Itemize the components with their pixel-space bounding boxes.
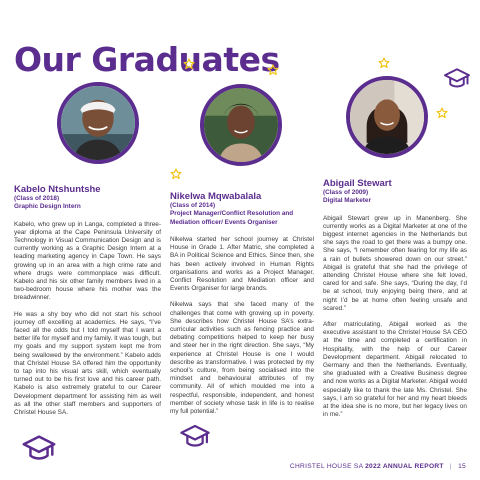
graduate-role: Graphic Design Intern xyxy=(14,203,81,211)
graduate-role: Project Manager/Conflict Resolution and Mediation officer/ Events Organiser xyxy=(170,210,294,226)
star-icon xyxy=(436,107,448,119)
star-icon xyxy=(378,57,390,69)
bio-paragraph: Nikelwa says that she faced many of the challenges that come with growing up in poverty. She describes how Christel House SA’s extra-curricular activities such as fencing practice and debating competitions helped to keep her busy and steer her in the right direction. She says, “My experience at Christel House is one I would describe as transformative. I was protected by my school’s culture, from being socialised into the mindset and behavioural attributes of my community. All of which moulded me into a respectful, responsible, independent, and honest member of society whose task in life is to realise my full potential.” xyxy=(170,301,314,415)
graduate-class: (Class of 2018) xyxy=(14,195,60,202)
graduation-cap-icon xyxy=(178,420,212,454)
page-footer xyxy=(290,463,466,470)
bio-paragraph: Nikelwa started her school journey at Christel House in Grade 1. After Matric, she completed a BA in Political Science and Ethics. Since then, she has been actively involved in Human Rights organisations and works as a Project Manager, Conflict Resolution and Mediation officer and Events Organiser for large brands. xyxy=(170,235,314,293)
graduation-cap-icon xyxy=(442,64,472,94)
page-number: 15 xyxy=(458,463,466,470)
page-title: Our Graduates xyxy=(14,40,280,79)
graduate-profile-nikelwa xyxy=(170,191,314,416)
star-icon xyxy=(183,58,195,70)
graduate-photo-abigail xyxy=(346,76,428,158)
bio-paragraph: Kabelo, who grew up in Langa, completed a three-year diploma at the Cape Peninsula University of Technology in Visual Communication Design and is currently working as a Graphic Design Intern at a leading marketing agency in Cape Town. He says growing up in an area with a high crime rate and where drugs were commonplace was difficult. Kabelo and his six other family members lived in a two-bedroom house where his mother was the breadwinner. xyxy=(14,220,161,302)
graduate-profile-abigail xyxy=(323,178,467,419)
graduate-photo-nikelwa xyxy=(200,84,282,166)
graduate-profile-kabelo xyxy=(14,184,161,417)
star-icon xyxy=(170,168,182,180)
footer-report: 2022 ANNUAL REPORT xyxy=(365,463,444,470)
graduation-cap-icon xyxy=(20,430,58,468)
bio-paragraph: He was a shy boy who did not start his school journey off excelling at academics. He says, “I’ve faced all the odds but I told myself that I want a better life for myself and my family. It was tough, but my goals and my support system kept me from being swallowed by the environment.” Kabelo adds that Christel House SA offered him the opportunity to tap into his visual arts skill, which eventually turned out to be his first love and his career path. Kabelo is also extremely grateful to our Career Development department for assisting him as well as all the other staff members and supporters of Christel House SA. xyxy=(14,310,161,417)
graduate-name: Kabelo Ntshuntshe xyxy=(14,184,101,195)
graduate-class: (Class of 2009) xyxy=(323,189,369,196)
graduate-role: Digital Marketer xyxy=(323,197,371,205)
footer-divider: | xyxy=(449,463,452,470)
bio-paragraph: Abigail Stewart grew up in Manenberg. She currently works as a Digital Marketer at one of the biggest internet agencies in the Netherlands but she says the road to get there was a bumpy one. She says, “I remember often fearing for my life as a rain of bullets showered down on our street.” Abigail is grateful that she had the privilege of attending Christel House where she felt loved, cared for and safe. She says, “During the day, I’d be at school, truly enjoying being there, and at night I’d be at home often feeling unsafe and scared.” xyxy=(323,214,467,312)
graduate-name: Nikelwa Mqwabalala xyxy=(170,191,262,202)
footer-org: CHRISTEL HOUSE SA xyxy=(289,463,363,470)
star-icon xyxy=(267,64,279,76)
bio-paragraph: After matriculating, Abigail worked as the executive assistant to the Christel House SA CEO at the time and completed a certification in Hospitality, with the help of our Career Development department. Abigail relocated to Germany and then the Netherlands. Eventually, she graduated with a Creative Business degree and now works as a Digital Marketer. Abigail would especially like to thank the late Ms. Christel. She says, I am so grateful for her and my heart bleeds at the idea she is no more, but her legacy lives on in me.” xyxy=(323,321,467,419)
graduate-name: Abigail Stewart xyxy=(323,178,392,189)
graduate-photo-kabelo xyxy=(57,82,139,164)
graduate-class: (Class of 2014) xyxy=(170,202,216,209)
